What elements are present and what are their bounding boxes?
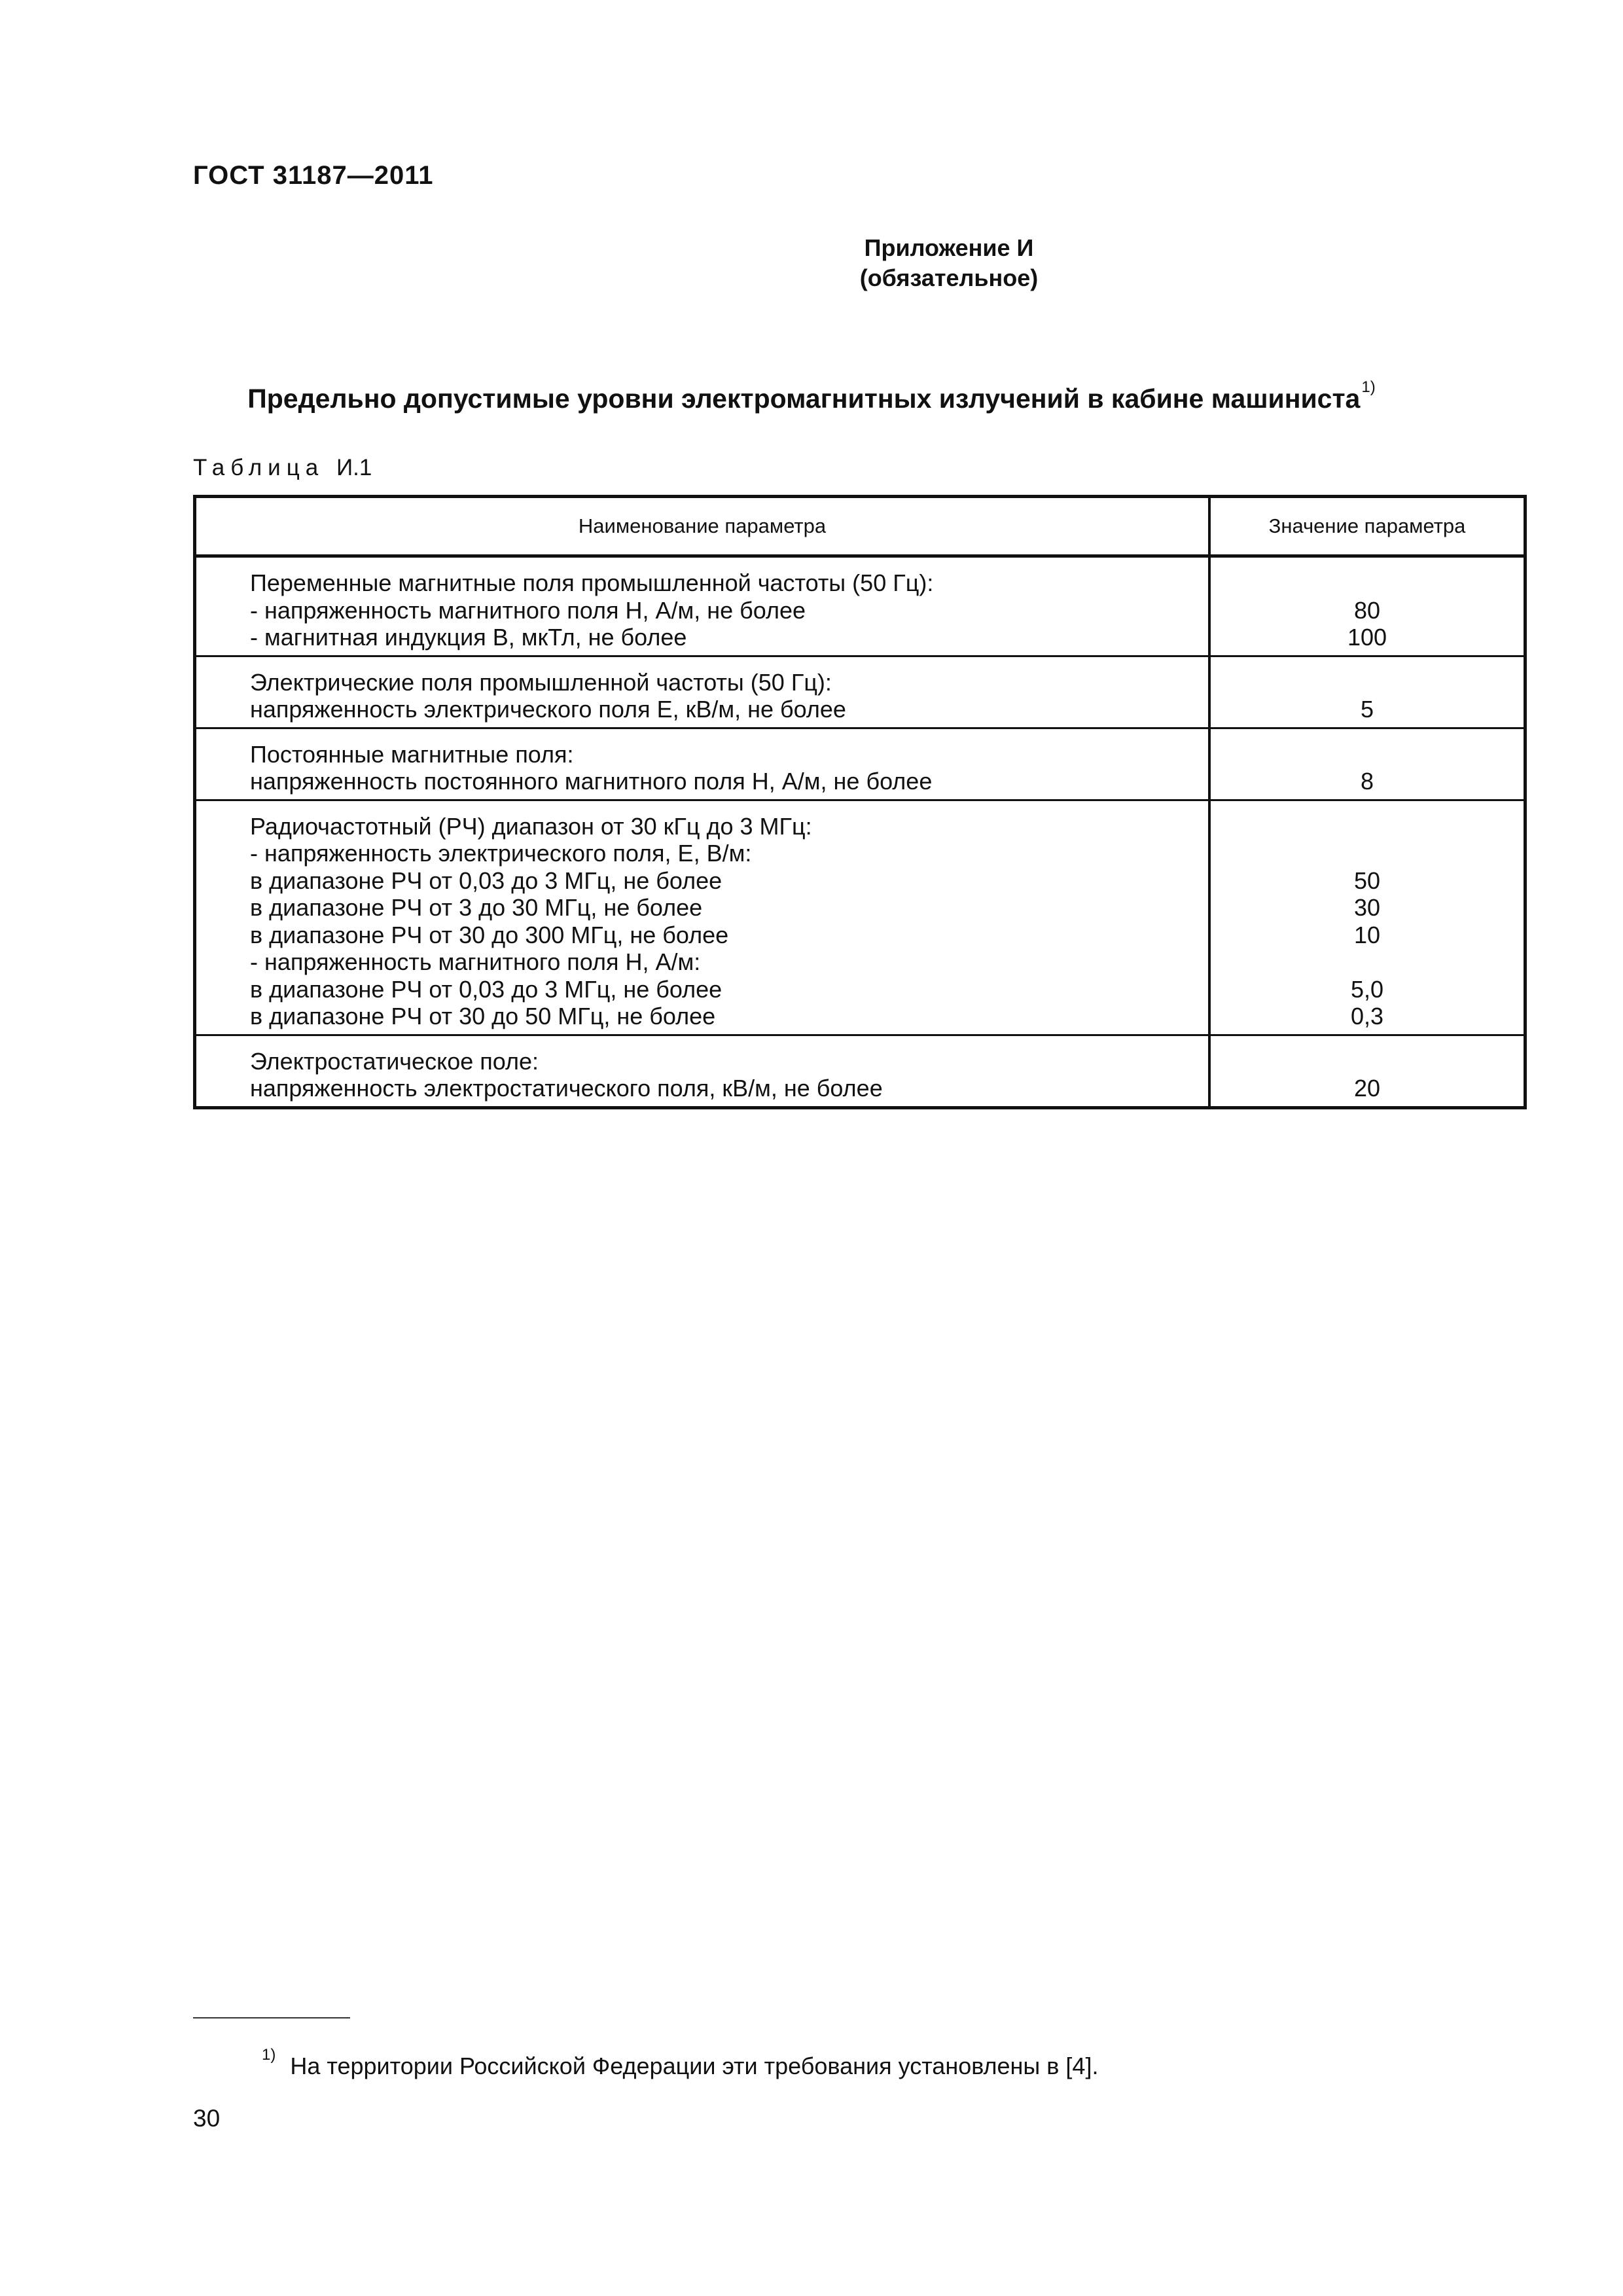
parameter-value-cell: [1211, 558, 1524, 655]
parameter-value-line: [1211, 569, 1524, 597]
parameter-value-cell: [1211, 657, 1524, 727]
footnote-mark: 1): [262, 2046, 276, 2064]
appendix-heading: [668, 233, 1230, 293]
parameter-name-line: Электростатическое поле:: [250, 1047, 539, 1075]
table-row: [196, 1036, 1524, 1106]
page-number: 30: [193, 2105, 221, 2132]
parameter-value-line: 20: [1353, 1075, 1381, 1102]
parameter-value-cell: [1211, 1036, 1524, 1106]
parameter-value-line: 10: [1353, 921, 1381, 948]
parameter-name-line: напряженность постоянного магнитного поля Н, А/м, не более: [250, 768, 933, 795]
parameter-value-line: 0,3: [1350, 1003, 1384, 1030]
parameter-name-cell: [196, 1036, 1211, 1106]
parameter-value-cell: [1211, 801, 1524, 1034]
footnote-text: На территории Российской Федерации эти требования установлены в [4].: [290, 2053, 1099, 2079]
parameter-name-cell: [196, 729, 1211, 799]
parameter-value-line: 100: [1347, 624, 1387, 651]
parameter-name-line: в диапазоне РЧ от 30 до 300 МГц, не более: [250, 921, 729, 948]
page-title-text: Предельно допустимые уровни электромагнитных излучений в кабине машиниста: [247, 384, 1361, 414]
header-parameter-value: Значение параметра: [1268, 514, 1466, 537]
header-parameter-name: Наименование параметра: [196, 498, 1211, 554]
table-row: [196, 558, 1524, 657]
page-title: [0, 378, 1623, 414]
parameter-value-line: [1211, 840, 1524, 867]
parameter-name-line: в диапазоне РЧ от 0,03 до 3 МГц, не более: [250, 975, 722, 1003]
parameter-value-line: 80: [1353, 596, 1381, 624]
parameter-value-line: [1211, 1048, 1524, 1075]
table-label: [193, 455, 372, 481]
table-row: [196, 801, 1524, 1036]
footnote-separator: [193, 2017, 350, 2018]
parameter-value-line: [1211, 813, 1524, 840]
parameter-name-line: Радиочастотный (РЧ) диапазон от 30 кГц до 3 МГц:: [250, 812, 812, 840]
parameter-name-cell: [196, 558, 1211, 655]
parameter-name-line: Переменные магнитные поля промышленной частоты (50 Гц):: [250, 569, 934, 596]
parameter-name-line: Электрические поля промышленной частоты (50 Гц):: [250, 668, 832, 696]
parameter-value-line: [1211, 669, 1524, 696]
parameter-name-line: - напряженность магнитного поля Н, А/м, не более: [250, 596, 806, 624]
table-row: [196, 657, 1524, 729]
title-footnote-mark: 1): [1361, 378, 1376, 396]
document-header: ГОСТ 31187—2011: [193, 161, 434, 190]
parameters-table: [193, 495, 1527, 1109]
parameter-value-line: 50: [1353, 867, 1381, 894]
parameter-value-line: 8: [1360, 768, 1374, 795]
parameter-name-line: Постоянные магнитные поля:: [250, 740, 574, 768]
parameter-value-line: 30: [1353, 894, 1381, 921]
parameter-name-cell: [196, 801, 1211, 1034]
table-header-row: [196, 498, 1524, 558]
parameter-value-line: [1211, 741, 1524, 768]
parameter-name-line: в диапазоне РЧ от 0,03 до 3 МГц, не более: [250, 867, 722, 894]
parameter-value-line: 5: [1360, 696, 1374, 723]
table-label-word: Таблица: [193, 455, 325, 480]
parameter-value-cell: [1211, 729, 1524, 799]
parameter-name-line: - напряженность электрического поля, Е, В/м:: [250, 840, 752, 867]
parameter-name-cell: [196, 657, 1211, 727]
parameter-name-line: в диапазоне РЧ от 3 до 30 МГц, не более: [250, 894, 703, 921]
parameter-name-line: в диапазоне РЧ от 30 до 50 МГц, не более: [250, 1003, 716, 1030]
table-label-number: И.1: [336, 455, 372, 480]
table-row: [196, 729, 1524, 801]
table-body: [196, 558, 1524, 1106]
footnote: [262, 2046, 1099, 2080]
parameter-name-line: напряженность электрического поля Е, кВ/м, не более: [250, 696, 846, 723]
parameter-value-line: [1211, 948, 1524, 976]
appendix-title: Приложение И: [864, 234, 1034, 261]
appendix-status: (обязательное): [859, 264, 1039, 291]
parameter-name-line: - магнитная индукция В, мкТл, не более: [250, 624, 687, 651]
parameter-name-line: напряженность электростатического поля, кВ/м, не более: [250, 1075, 883, 1102]
parameter-value-line: 5,0: [1350, 975, 1384, 1003]
parameter-name-line: - напряженность магнитного поля Н, А/м:: [250, 948, 701, 975]
